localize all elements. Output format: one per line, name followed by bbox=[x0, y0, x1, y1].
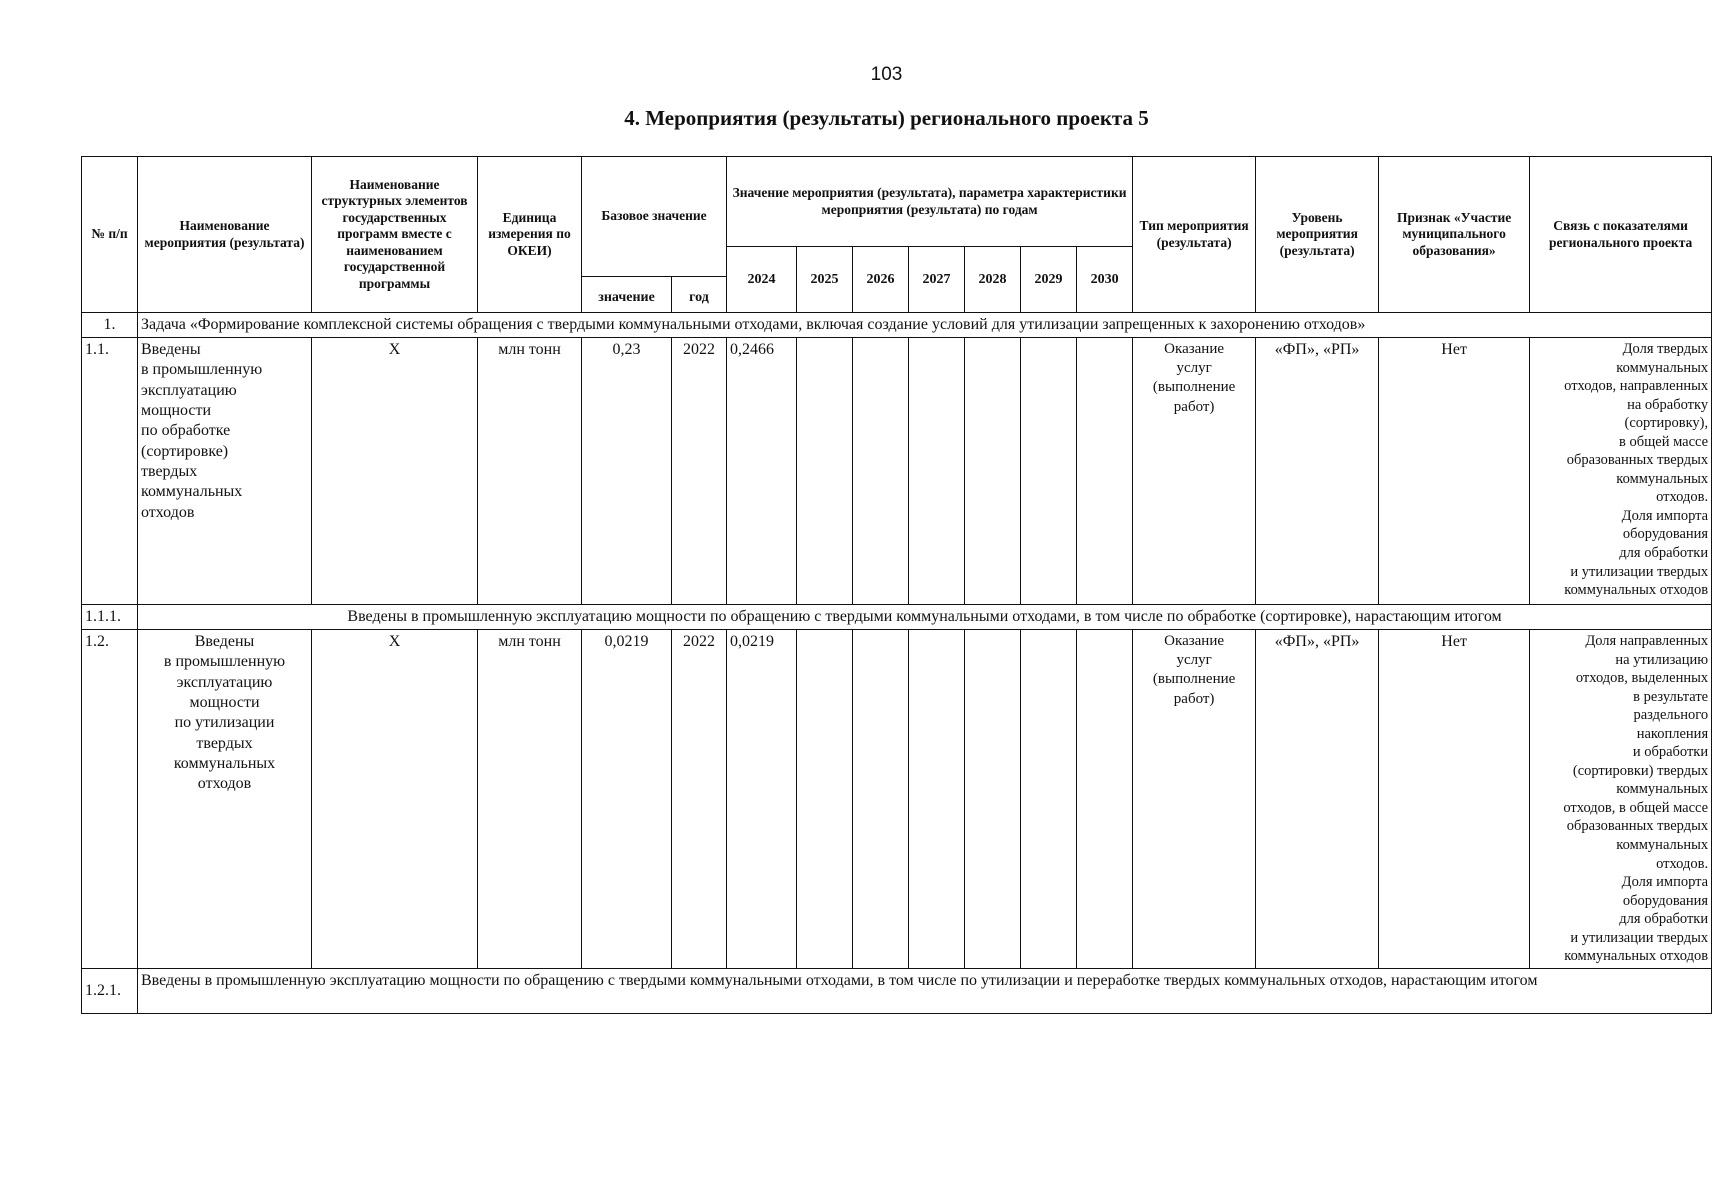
row-structural: Х bbox=[312, 338, 478, 605]
sub-row bbox=[82, 968, 1712, 1013]
header-year-2029: 2029 bbox=[1021, 247, 1077, 313]
row-unit: млн тонн bbox=[478, 338, 582, 605]
sub-row-num: 1.1.1. bbox=[82, 605, 138, 630]
row-type: Оказание услуг (выполнение работ) bbox=[1133, 630, 1256, 969]
header-base-value: значение bbox=[582, 277, 672, 313]
row-base-year: 2022 bbox=[672, 630, 727, 969]
row-value-2024: 0,0219 bbox=[727, 630, 797, 969]
row-level: «ФП», «РП» bbox=[1256, 630, 1379, 969]
table-row bbox=[82, 630, 1712, 969]
row-structural: Х bbox=[312, 630, 478, 969]
row-municipal: Нет bbox=[1379, 630, 1530, 969]
header-year-2027: 2027 bbox=[909, 247, 965, 313]
row-base-value: 0,0219 bbox=[582, 630, 672, 969]
header-year-2030: 2030 bbox=[1077, 247, 1133, 313]
row-unit: млн тонн bbox=[478, 630, 582, 969]
row-value-2029 bbox=[1021, 630, 1077, 969]
row-municipal: Нет bbox=[1379, 338, 1530, 605]
header-base: Базовое значение bbox=[582, 157, 727, 277]
header-year-2028: 2028 bbox=[965, 247, 1021, 313]
row-value-2027 bbox=[909, 630, 965, 969]
task-num: 1. bbox=[82, 313, 138, 338]
row-value-2029 bbox=[1021, 338, 1077, 605]
row-value-2025 bbox=[797, 338, 853, 605]
header-year-2025: 2025 bbox=[797, 247, 853, 313]
header-values-by-year: Значение мероприятия (результата), параметра характеристики мероприятия (результата) по годам bbox=[727, 157, 1133, 247]
row-value-2026 bbox=[853, 338, 909, 605]
sub-row-num: 1.2.1. bbox=[82, 968, 138, 1013]
row-value-2027 bbox=[909, 338, 965, 605]
header-level: Уровень мероприятия (результата) bbox=[1256, 157, 1379, 313]
row-name: Введены в промышленную эксплуатацию мощности по утилизации твердых коммунальных отходов bbox=[138, 630, 312, 969]
row-value-2028 bbox=[965, 630, 1021, 969]
row-value-2026 bbox=[853, 630, 909, 969]
row-value-2025 bbox=[797, 630, 853, 969]
table-row bbox=[82, 338, 1712, 605]
header-name: Наименование мероприятия (результата) bbox=[138, 157, 312, 313]
header-type: Тип мероприятия (результата) bbox=[1133, 157, 1256, 313]
row-num: 1.1. bbox=[82, 338, 138, 605]
row-base-year: 2022 bbox=[672, 338, 727, 605]
header-municipal: Признак «Участие муниципального образования» bbox=[1379, 157, 1530, 313]
header-year-2026: 2026 bbox=[853, 247, 909, 313]
row-num: 1.2. bbox=[82, 630, 138, 969]
task-row bbox=[82, 313, 1712, 338]
row-value-2030 bbox=[1077, 630, 1133, 969]
row-level: «ФП», «РП» bbox=[1256, 338, 1379, 605]
header-num: № п/п bbox=[82, 157, 138, 313]
sub-row-text: Введены в промышленную эксплуатацию мощности по обращению с твердыми коммунальными отходами, в том числе по утилизации и переработке твердых коммунальных отходов, нарастающим итогом bbox=[138, 968, 1712, 1013]
header-structural: Наименование структурных элементов государственных программ вместе с наименованием государственной программы bbox=[312, 157, 478, 313]
header-base-year: год bbox=[672, 277, 727, 313]
header-link: Связь с показателями регионального проекта bbox=[1530, 157, 1712, 313]
row-name: Введены в промышленную эксплуатацию мощности по обработке (сортировке) твердых коммунальных отходов bbox=[138, 338, 312, 605]
header-year-2024: 2024 bbox=[727, 247, 797, 313]
sub-row bbox=[82, 605, 1712, 630]
row-type: Оказание услуг (выполнение работ) bbox=[1133, 338, 1256, 605]
sub-row-text: Введены в промышленную эксплуатацию мощности по обращению с твердыми коммунальными отходами, в том числе по обработке (сортировке), нарастающим итогом bbox=[138, 605, 1712, 630]
row-value-2024: 0,2466 bbox=[727, 338, 797, 605]
row-value-2030 bbox=[1077, 338, 1133, 605]
header-unit: Единица измерения по ОКЕИ) bbox=[478, 157, 582, 313]
document-title: 4. Мероприятия (результаты) регионального проекта 5 bbox=[624, 106, 1149, 130]
row-link: Доля направленных на утилизацию отходов, выделенных в результате раздельного накопления и обработки (сортировки) твердых коммунальных отходов, в общей массе образованных твердых коммунальных отходов. Доля импорта оборудования для обработки и утилизации твердых коммунальных отходов bbox=[1530, 630, 1712, 969]
row-link: Доля твердых коммунальных отходов, направленных на обработку (сортировку), в общей массе образованных твердых коммунальных отходов. Доля импорта оборудования для обработки и утилизации твердых коммунальных отходов bbox=[1530, 338, 1712, 605]
page-number: 103 bbox=[870, 64, 903, 85]
row-base-value: 0,23 bbox=[582, 338, 672, 605]
task-text: Задача «Формирование комплексной системы обращения с твердыми коммунальными отходами, включая создание условий для утилизации запрещенных к захоронению отходов» bbox=[138, 313, 1712, 338]
results-table bbox=[81, 156, 1712, 1014]
row-value-2028 bbox=[965, 338, 1021, 605]
